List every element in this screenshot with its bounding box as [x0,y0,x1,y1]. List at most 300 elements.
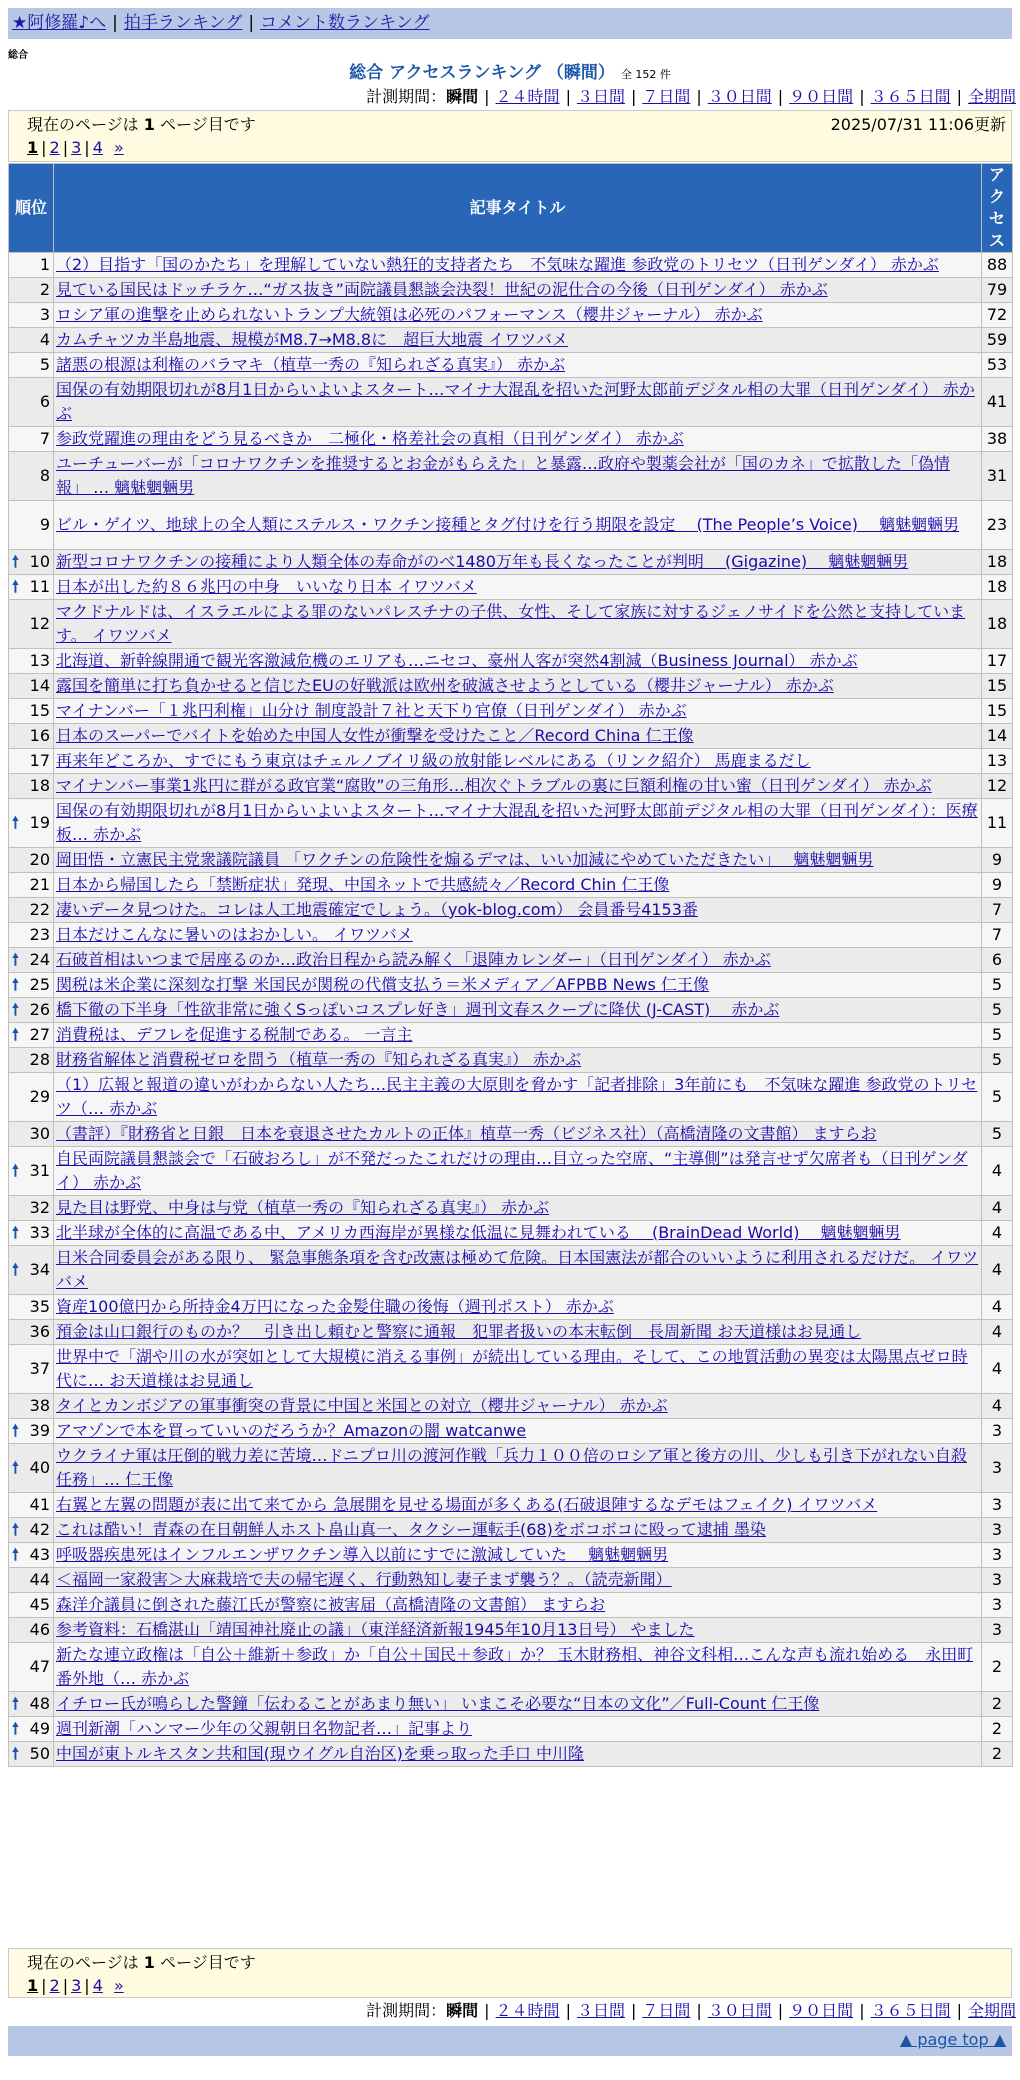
period-link[interactable]: ７日間 [642,87,691,106]
rank-cell [9,1593,54,1618]
rank-cell [9,973,54,998]
rank-cell [9,501,54,550]
rank-cell [9,1320,54,1345]
article-link[interactable]: 世界中で「湖や川の水が突如として大規模に消える事例」が続出している理由。そして、この地質活動の異変は太陽黒点ゼロ時代に… お天道様はお見通し [56,1347,968,1390]
article-link[interactable]: 中国が東トルキスタン共和国(現ウイグル自治区)を乗っ取った手口 中川隆 [56,1744,584,1763]
article-link[interactable]: これは酷い！青森の在日朝鮮人ホスト畠山真一、タクシー運転手(68)をボコボコに殴って逮捕 墨染 [56,1520,766,1539]
page-link[interactable]: 3 [71,138,82,157]
title-cell [54,998,982,1023]
article-link[interactable]: 日本が出した約８６兆円の中身 いいなり日本 イワツバメ [56,577,477,596]
title-cell [54,1717,982,1742]
table-row [9,278,1013,303]
table-row [9,1568,1013,1593]
rank-cell [9,1394,54,1419]
period-link[interactable]: ９０日間 [789,2001,854,2020]
rank-number: 32 [29,1198,50,1217]
title-cell [54,550,982,575]
article-link[interactable]: 見た目は野党、中身は与党（植草一秀の『知られざる真実』） 赤かぶ [56,1198,550,1217]
rank-number: 6 [39,392,50,411]
rank-up-icon: 🠕 [12,975,19,994]
rank-number: 46 [29,1620,50,1639]
current-page-text: 現在のページは 1 ページ目です [27,115,256,134]
access-count: 9 [982,873,1013,898]
title-cell [54,303,982,328]
article-link[interactable]: カムチャツカ半島地震、規模がM8.7→M8.8に 超巨大地震 イワツバメ [56,330,568,349]
table-row [9,1543,1013,1568]
article-link[interactable]: 新型コロナワクチンの接種により人類全体の寿命がのべ1480万年も長くなったことが判明 (Gigazine) 魑魅魍魎男 [56,552,909,571]
table-row [9,898,1013,923]
access-count: 3 [982,1568,1013,1593]
article-link[interactable]: 週刊新潮「ハンマー少年の父親朝日名物記者…」記事より [56,1719,473,1738]
rank-cell [9,1196,54,1221]
article-link[interactable]: 預金は山口銀行のものか？ 引き出し頼むと警察に通報 犯罪者扱いの本末転倒 長周新聞 お天道様はお見通し [56,1322,862,1341]
rank-number: 17 [29,751,50,770]
rank-cell [9,724,54,749]
table-row [9,1320,1013,1345]
title-cell [54,973,982,998]
rank-number: 50 [29,1744,50,1763]
title-cell [54,452,982,501]
title-cell [54,724,982,749]
article-link[interactable]: 石破首相はいつまで居座るのか…政治日程から読み解く「退陣カレンダー」（日刊ゲンダイ） 赤かぶ [56,950,771,969]
period-separator: | [630,87,637,106]
access-count: 53 [982,353,1013,378]
rank-cell [9,253,54,278]
article-link[interactable]: 露国を簡単に打ち負かせると信じたEUの好戦派は欧州を破滅させようとしている（櫻井ジャーナル） 赤かぶ [56,676,834,695]
table-row [9,799,1013,848]
rank-up-icon: 🠕 [12,1161,19,1180]
table-row [9,1221,1013,1246]
access-count: 17 [982,649,1013,674]
category-label: 総合 [8,50,28,61]
article-link[interactable]: 参考資料：石橋湛山「靖国神社廃止の議」（東洋経済新報1945年10月13日号） やました [56,1620,695,1639]
table-row [9,1717,1013,1742]
period-link[interactable]: ９０日間 [789,87,854,106]
period-separator: | [777,87,784,106]
page-separator: | [41,1976,47,1995]
table-row [9,1742,1013,1767]
period-link[interactable]: ３日間 [576,87,625,106]
period-link[interactable]: ３６５日間 [870,87,951,106]
rank-cell [9,873,54,898]
access-count: 3 [982,1444,1013,1493]
table-row [9,1444,1013,1493]
title-cell [54,1419,982,1444]
title-cell [54,674,982,699]
rank-number: 3 [39,305,50,324]
rank-up-icon: 🠕 [12,1421,19,1440]
page-link[interactable]: 4 [92,138,103,157]
access-count: 2 [982,1643,1013,1692]
article-link[interactable]: 日米合同委員会がある限り、 緊急事態条項を含む改憲は極めて危険。日本国憲法が都合のいいように利用されるだけだ。 イワツバメ [56,1248,979,1291]
title-cell [54,774,982,799]
page-link-current: 1 [27,1976,39,1995]
period-link[interactable]: ２４時間 [495,87,560,106]
title-cell [54,749,982,774]
article-link[interactable]: タイとカンボジアの軍事衝突の背景に中国と米国との対立（櫻井ジャーナル） 赤かぶ [56,1396,668,1415]
table-row [9,253,1013,278]
title-cell [54,1295,982,1320]
page-links [27,1975,124,1997]
table-row [9,1618,1013,1643]
rank-cell [9,1419,54,1444]
period-separator: | [777,2001,784,2020]
article-link[interactable]: アマゾンで本を買っていいのだろうか？Amazonの闇 watcanwe [56,1421,527,1440]
table-row [9,973,1013,998]
table-row [9,1345,1013,1394]
rank-cell [9,1345,54,1394]
article-link[interactable]: 参政党躍進の理由をどう見るべきか 二極化・格差社会の真相（日刊ゲンダイ） 赤かぶ [56,429,684,448]
rank-cell [9,1692,54,1717]
period-separator: | [565,2001,571,2020]
rank-number: 20 [29,850,50,869]
article-link[interactable]: ロシア軍の進撃を止められないトランプ大統領は必死のパフォーマンス（櫻井ジャーナル） 赤かぶ [56,305,763,324]
article-link[interactable]: ビル・ゲイツ、地球上の全人類にステルス・ワクチン接種とタグ付けを行う期限を設定 (The People’s Voice) 魑魅魍魎男 [56,515,960,534]
rank-up-icon: 🠕 [12,950,19,969]
access-count: 88 [982,253,1013,278]
rank-number: 23 [29,925,50,944]
table-row [9,1246,1013,1295]
rank-up-icon: 🠕 [12,1719,19,1738]
table-row [9,550,1013,575]
next-page-link[interactable]: » [113,1976,124,1995]
article-link[interactable]: 右翼と左翼の問題が表に出て来てから 急展開を見せる場面が多くある(石破退陣するなデモはフェイク) イワツバメ [56,1495,878,1514]
rank-number: 12 [29,614,50,633]
rank-up-icon: 🠕 [12,1000,19,1019]
rank-cell [9,848,54,873]
article-link[interactable]: マイナンバー「１兆円利権」山分け 制度設計７社と天下り官僚（日刊ゲンダイ） 赤かぶ [56,701,687,720]
article-link[interactable]: 日本だけこんなに暑いのはおかしい。 イワツバメ [56,925,413,944]
pager-top [8,110,1012,162]
access-count: 18 [982,575,1013,600]
article-link[interactable]: ユーチューバーが「コロナワクチンを推奨するとお金がもらえた」と暴露…政府や製薬会社が「国のカネ」で拡散した「偽情報」 … 魑魅魍魎男 [56,454,950,497]
table-row [9,1419,1013,1444]
table-row [9,923,1013,948]
title-cell [54,1246,982,1295]
rank-number: 49 [29,1719,50,1738]
rank-number: 42 [29,1520,50,1539]
article-link[interactable]: 資産100億円から所持金4万円になった金髪住職の後悔（週刊ポスト） 赤かぶ [56,1297,614,1316]
title-cell [54,649,982,674]
title-cell [54,1643,982,1692]
title-cell [54,1221,982,1246]
col-title-header: 記事タイトル [54,164,982,253]
access-count: 3 [982,1419,1013,1444]
rank-cell [9,427,54,452]
title-cell [54,253,982,278]
period-separator: | [696,87,702,106]
rank-up-icon: 🠕 [12,1025,19,1044]
table-row [9,774,1013,799]
rank-cell [9,674,54,699]
article-link[interactable]: 橋下徹の下半身「性欲非常に強くSっぽいコスプレ好き」週刊文春スクープに降伏 (J-CAST) 赤かぶ [56,1000,780,1019]
access-count: 3 [982,1593,1013,1618]
article-link[interactable]: （2）目指す「国のかたち」を理解していない熱狂的支持者たち 不気味な躍進 参政党のトリセツ（日刊ゲンダイ） 赤かぶ [56,255,939,274]
article-link[interactable]: ウクライナ軍は圧倒的戦力差に苦境…ドニプロ川の渡河作戦「兵力１００倍のロシア軍と後方の川、少しも引き下がれない自殺任務」… 仁王像 [56,1446,967,1489]
rank-cell [9,1295,54,1320]
table-row [9,328,1013,353]
rank-number: 21 [29,875,50,894]
article-link[interactable]: 日本のスーパーでバイトを始めた中国人女性が衝撃を受けたこと／Record China 仁王像 [56,726,694,745]
home-link[interactable]: ★阿修羅♪へ [12,13,107,33]
table-row [9,1692,1013,1717]
article-link[interactable]: 森洋介議員に倒された藤江氏が警察に被害届（高橋清隆の文書館） ますらお [56,1595,606,1614]
nav-separator: | [112,13,118,33]
access-count: 7 [982,923,1013,948]
period-link[interactable]: ３６５日間 [870,2001,951,2020]
title-cell [54,427,982,452]
rank-cell [9,1493,54,1518]
rank-cell [9,328,54,353]
title-cell [54,898,982,923]
title-cell [54,1493,982,1518]
title-cell [54,1320,982,1345]
rank-number: 19 [29,813,50,832]
next-page-link[interactable]: » [113,138,124,157]
table-row [9,1643,1013,1692]
rank-cell [9,1221,54,1246]
rank-cell [9,1147,54,1196]
article-link[interactable]: 新たな連立政権は「自公＋維新＋参政」か「自公＋国民＋参政」か？ 玉木財務相、神谷文科相…こんな声も流れ始める 永田町番外地（… 赤かぶ [56,1645,974,1688]
access-count: 5 [982,998,1013,1023]
rank-number: 13 [29,651,50,670]
period-label: 計測期間： [366,87,447,106]
rank-number: 14 [29,676,50,695]
page-link[interactable]: 4 [92,1976,103,1995]
rank-cell [9,1023,54,1048]
period-link[interactable]: ２４時間 [495,2001,560,2020]
access-count: 7 [982,898,1013,923]
access-count: 4 [982,1320,1013,1345]
rank-number: 38 [29,1396,50,1415]
title-cell [54,1444,982,1493]
period-separator: | [565,87,571,106]
article-link[interactable]: 凄いデータ見つけた。コレは人工地震確定でしょう。（yok-blog.com） 会員番号4153番 [56,900,698,919]
title-cell [54,1023,982,1048]
page-link[interactable]: 3 [71,1976,82,1995]
period-link[interactable]: ３日間 [576,2001,625,2020]
rank-cell [9,948,54,973]
access-count: 5 [982,973,1013,998]
rank-up-icon: 🠕 [12,1458,19,1477]
access-count: 3 [982,1518,1013,1543]
period-link[interactable]: ３０日間 [707,87,772,106]
table-row [9,1295,1013,1320]
access-count: 4 [982,1295,1013,1320]
article-link[interactable]: イチロー氏が鳴らした警鐘「伝わることがあまり無い」 いまこそ必要な“日本の文化”／Full-Count 仁王像 [56,1694,820,1713]
article-link[interactable]: 財務省解体と消費税ゼロを問う（植草一秀の『知られざる真実』） 赤かぶ [56,1050,582,1069]
rank-cell [9,1073,54,1122]
rank-number: 9 [39,515,50,534]
access-count: 5 [982,1023,1013,1048]
rank-number: 44 [29,1570,50,1589]
rank-number: 29 [29,1087,50,1106]
period-link[interactable]: 全期間 [967,87,1016,106]
title-cell [54,1518,982,1543]
table-row [9,1147,1013,1196]
rank-number: 34 [29,1260,50,1279]
rank-number: 22 [29,900,50,919]
table-row [9,600,1013,649]
access-count: 3 [982,1493,1013,1518]
rank-cell [9,923,54,948]
table-row [9,1048,1013,1073]
title-cell [54,923,982,948]
article-link[interactable]: マクドナルドは、イスラエルによる罪のないパレスチナの子供、女性、そして家族に対するジェノサイドを公然と支持しています。 イワツバメ [56,602,966,645]
title-cell [54,501,982,550]
rank-cell [9,600,54,649]
rank-number: 27 [29,1025,50,1044]
article-link[interactable]: 諸悪の根源は利権のバラマキ（植草一秀の『知られざる真実』） 赤かぶ [56,355,566,374]
rank-cell [9,1048,54,1073]
access-count: 4 [982,1345,1013,1394]
rank-number: 36 [29,1322,50,1341]
table-row [9,948,1013,973]
access-count: 59 [982,328,1013,353]
table-row [9,674,1013,699]
title-cell [54,1147,982,1196]
rank-number: 48 [29,1694,50,1713]
title-cell [54,873,982,898]
access-count: 5 [982,1073,1013,1122]
rank-number: 10 [29,552,50,571]
period-separator: | [696,2001,702,2020]
title-cell [54,575,982,600]
period-link[interactable]: ７日間 [642,2001,691,2020]
title-cell [54,848,982,873]
rank-number: 15 [29,701,50,720]
access-count: 4 [982,1196,1013,1221]
rank-up-icon: 🠕 [12,552,19,571]
rank-number: 40 [29,1458,50,1477]
page-separator: | [62,138,69,157]
title-cell [54,1073,982,1122]
access-count: 14 [982,724,1013,749]
article-link[interactable]: 国保の有効期限切れが8月1日からいよいよスタート…マイナ大混乱を招いた河野太郎前デジタル相の大罪（日刊ゲンダイ） 赤かぶ [56,380,975,423]
rank-number: 16 [29,726,50,745]
table-row [9,1023,1013,1048]
table-header [9,164,1013,253]
period-link[interactable]: 全期間 [967,2001,1016,2020]
rank-number: 31 [29,1161,50,1180]
access-count: 4 [982,1147,1013,1196]
rank-up-icon: 🠕 [12,1694,19,1713]
access-count: 5 [982,1122,1013,1147]
rank-cell [9,1643,54,1692]
access-count: 4 [982,1221,1013,1246]
rank-number: 33 [29,1223,50,1242]
table-row [9,1073,1013,1122]
rank-number: 18 [29,776,50,795]
rank-cell [9,774,54,799]
table-row [9,649,1013,674]
title-cell [54,1543,982,1568]
period-link[interactable]: ３０日間 [707,2001,772,2020]
current-page-text: 現在のページは 1 ページ目です [27,1953,256,1972]
rank-number: 30 [29,1124,50,1143]
article-link[interactable]: 関税は米企業に深刻な打撃 米国民が関税の代償支払う＝米メディア／AFPBB News 仁王像 [56,975,709,994]
rank-number: 43 [29,1545,50,1564]
access-count: 18 [982,550,1013,575]
article-link[interactable]: （書評）『財務省と日銀 日本を衰退させたカルトの正体』植草一秀（ビジネス社）（高橋清隆の文書館） ますらお [56,1124,877,1143]
article-link[interactable]: 呼吸器疾患死はインフルエンザワクチン導入以前にすでに激減していた 魑魅魍魎男 [56,1545,669,1564]
comment-ranking-link[interactable]: コメント数ランキング [260,13,430,33]
title-cell [54,1618,982,1643]
access-count: 3 [982,1543,1013,1568]
access-count: 23 [982,501,1013,550]
title-cell [54,699,982,724]
col-access-header: アクセス [982,164,1013,253]
access-count: 38 [982,427,1013,452]
rank-cell [9,1246,54,1295]
period-separator: | [956,2001,962,2020]
rank-cell [9,1742,54,1767]
rank-up-icon: 🠕 [12,577,19,596]
table-row [9,724,1013,749]
table-row [9,998,1013,1023]
rank-number: 5 [39,355,50,374]
table-row [9,1493,1013,1518]
article-link[interactable]: 自民両院議員懇談会で「石破おろし」が不発だったこれだけの理由…目立った空席、“主導側”は発言せず欠席者も（日刊ゲンダイ） 赤かぶ [56,1149,968,1192]
period-separator: | [859,87,865,106]
period-separator: | [859,2001,865,2020]
rank-cell [9,749,54,774]
article-link[interactable]: 国保の有効期限切れが8月1日からいよいよスタート…マイナ大混乱を招いた河野太郎前デジタル相の大罪（日刊ゲンダイ）：医療板… 赤かぶ [56,801,978,844]
title-cell [54,1394,982,1419]
top-nav-bar [8,8,1012,39]
article-link[interactable]: マイナンバー事業1兆円に群がる政官業“腐敗”の三角形…相次ぐトラブルの裏に巨額利権の甘い蜜（日刊ゲンダイ） 赤かぶ [56,776,932,795]
article-link[interactable]: 消費税は、デフレを促進する税制である。 一言主 [56,1025,413,1044]
rank-cell [9,575,54,600]
page-link[interactable]: 2 [49,1976,60,1995]
rank-number: 2 [39,280,50,299]
article-link[interactable]: （1）広報と報道の違いがわからない人たち…民主主義の大原則を脅かす「記者排除」3年前にも 不気味な躍進 参政党のトリセツ（… 赤かぶ [56,1075,978,1118]
rank-cell [9,1717,54,1742]
col-rank-header: 順位 [9,164,54,253]
rank-up-icon: 🠕 [12,1223,19,1242]
title-cell [54,1345,982,1394]
title-cell [54,353,982,378]
clap-ranking-link[interactable]: 拍手ランキング [123,13,243,33]
article-link[interactable]: 北海道、新幹線開通で観光客激減危機のエリアも…ニセコ、豪州人客が突然4割減（Business Journal） 赤かぶ [56,651,858,670]
table-row [9,1593,1013,1618]
article-link[interactable]: 再来年どころか、すでにもう東京はチェルノブイリ級の放射能レベルにある（リンク紹介） 馬鹿まるだし [56,751,811,770]
article-link[interactable]: ＜福岡一家殺害＞大麻栽培で夫の帰宅遅く、行動熟知し妻子まず襲う？。（読売新聞） [56,1570,672,1589]
access-count: 3 [982,1618,1013,1643]
access-count: 2 [982,1692,1013,1717]
access-count: 5 [982,1048,1013,1073]
article-link[interactable]: 日本から帰国したら「禁断症状」発現、中国ネットで共感続々／Record Chin 仁王像 [56,875,670,894]
rank-number: 47 [29,1657,50,1676]
article-link[interactable]: 見ている国民はドッチラケ…“ガス抜き”両院議員懇談会決裂！世紀の泥仕合の今後（日刊ゲンダイ） 赤かぶ [56,280,828,299]
page-top-link[interactable]: ▲ page top ▲ [899,2030,1006,2049]
rank-cell [9,278,54,303]
rank-number: 4 [39,330,50,349]
rank-cell [9,699,54,724]
title-cell [54,1568,982,1593]
bottom-bar [8,2026,1012,2056]
ranking-table [8,163,1013,1767]
page-separator: | [41,138,47,157]
total-count: 全 152 件 [620,68,671,81]
access-count: 6 [982,948,1013,973]
table-row [9,353,1013,378]
article-link[interactable]: 北半球が全体的に高温である中、アメリカ西海岸が異様な低温に見舞われている (BrainDead World) 魑魅魍魎男 [56,1223,901,1242]
article-link[interactable]: 岡田悟・立憲民主党衆議院議員 「ワクチンの危険性を煽るデマは、いい加減にやめていただきたい」 魑魅魍魎男 [56,850,874,869]
rank-number: 41 [29,1495,50,1514]
table-row [9,427,1013,452]
page-link[interactable]: 2 [49,138,60,157]
